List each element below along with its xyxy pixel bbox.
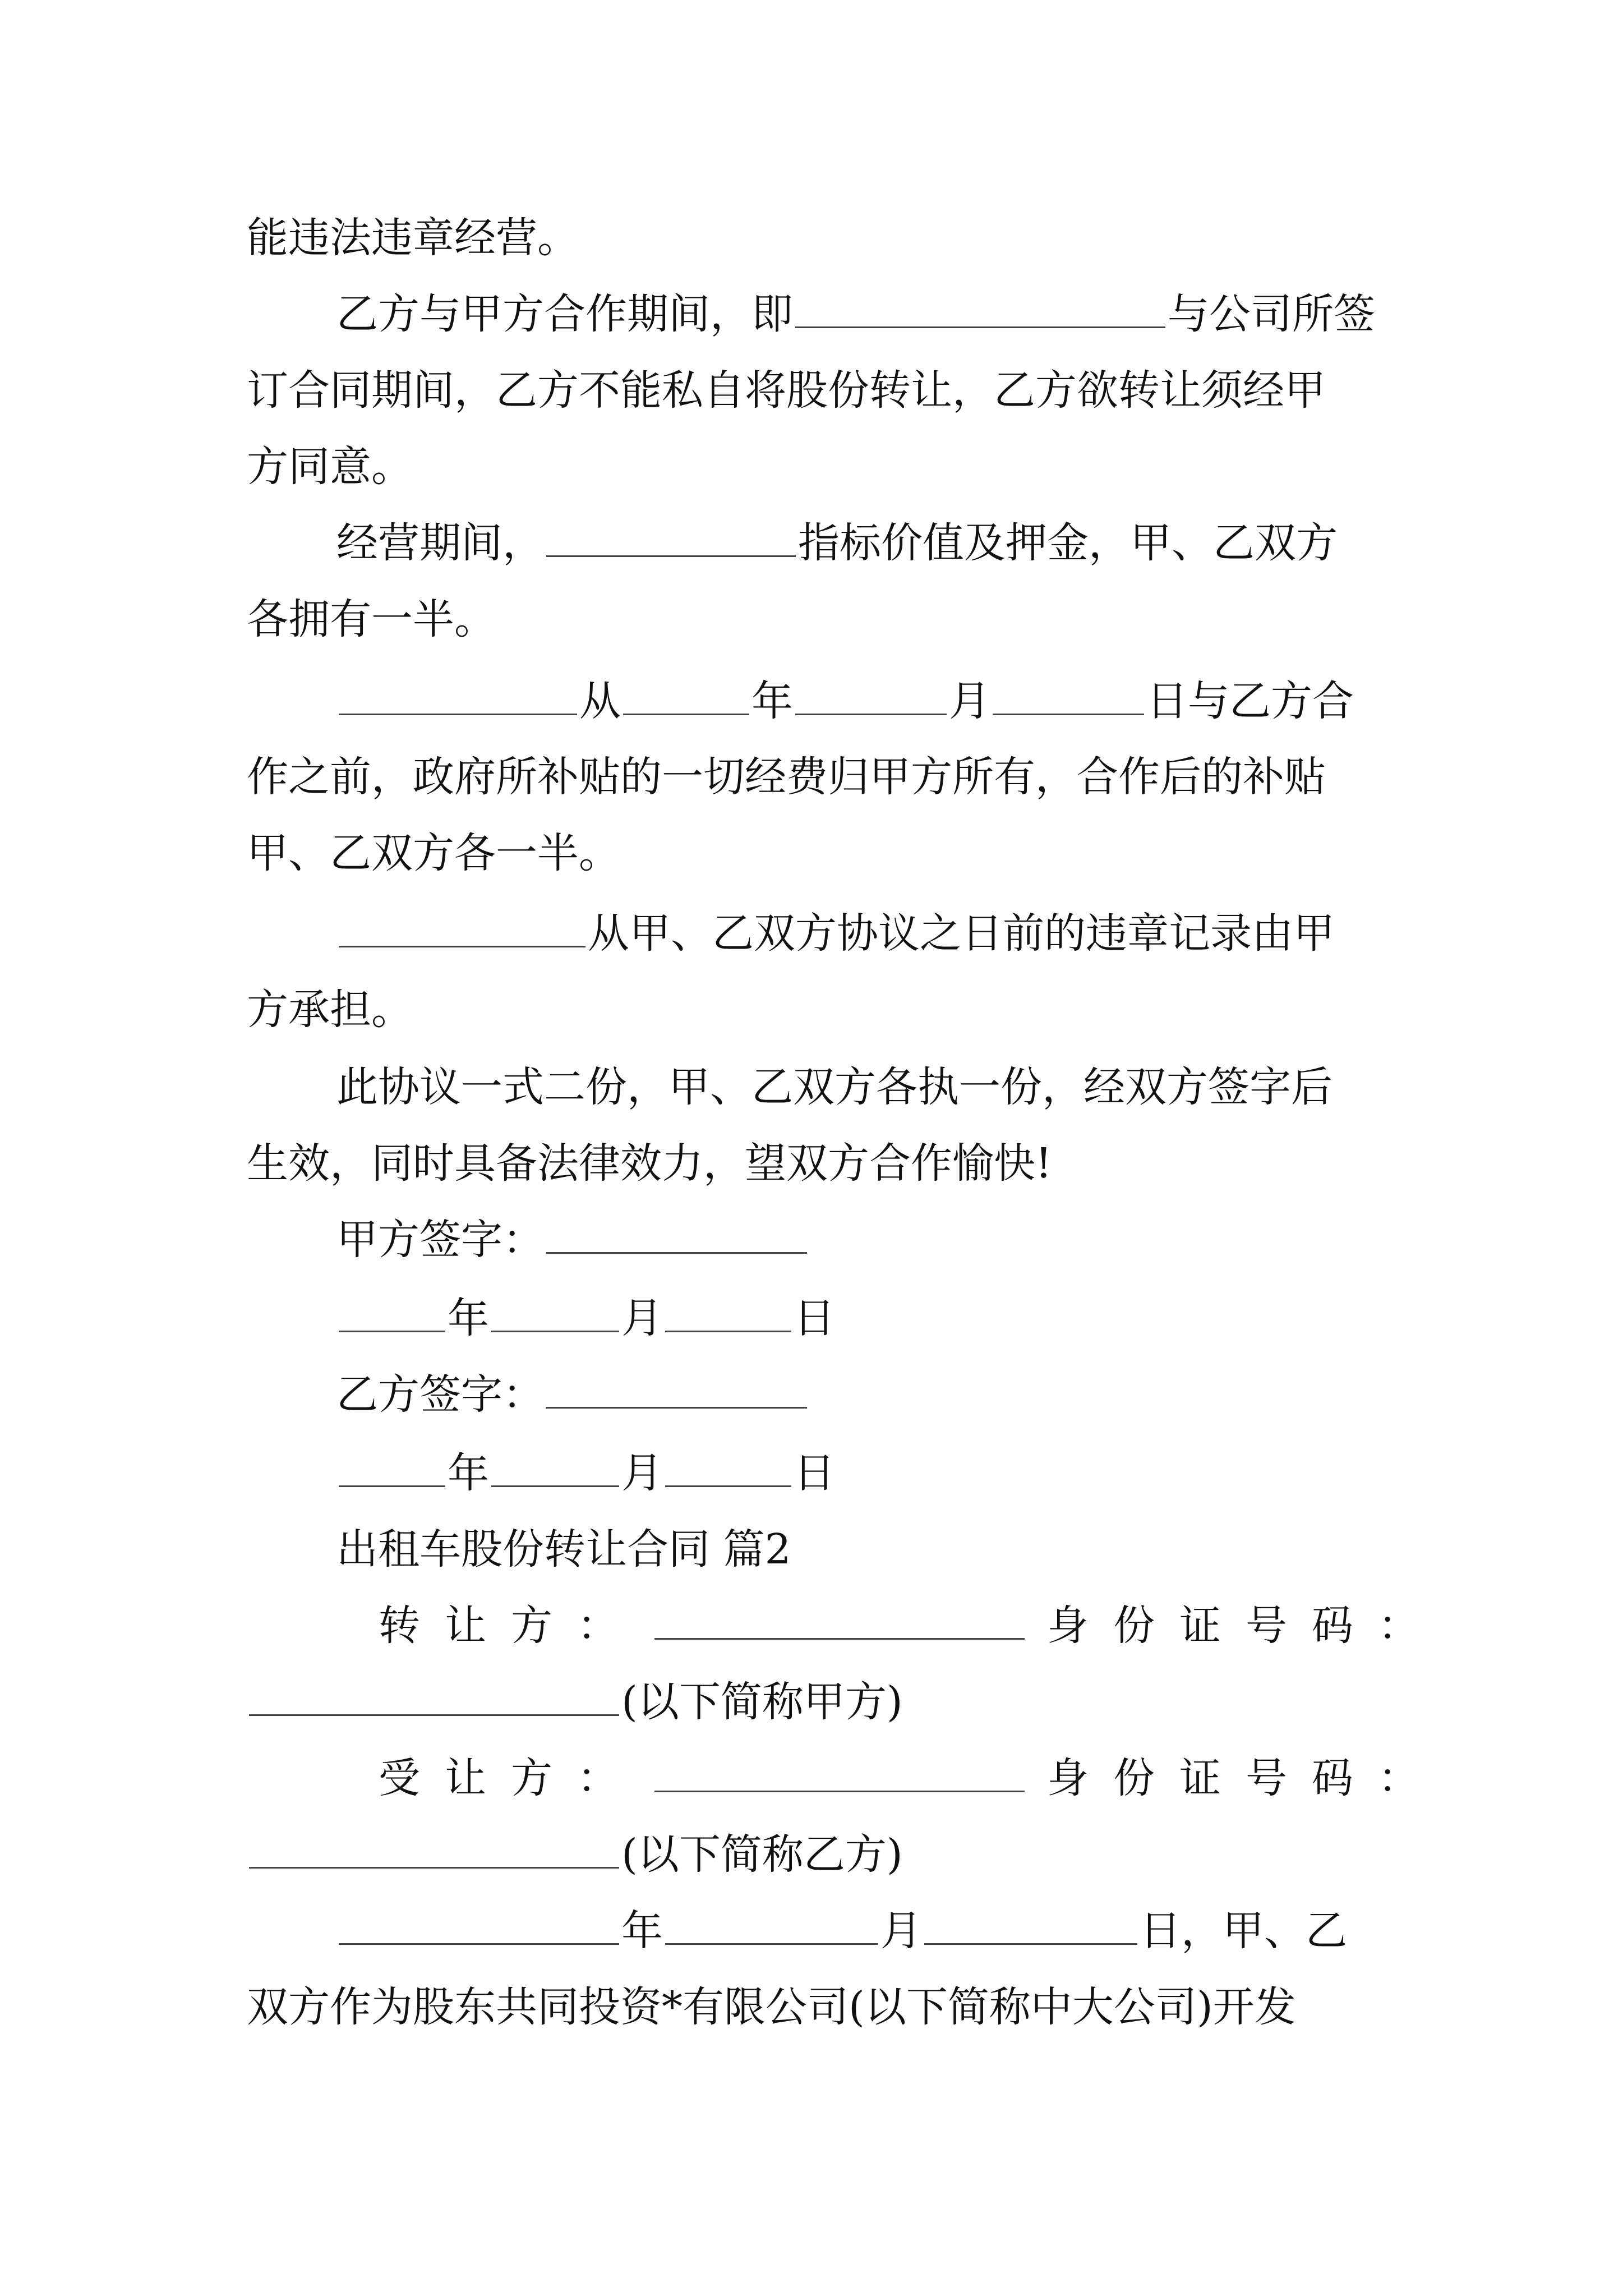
fill-in-blank[interactable] [339, 1908, 619, 1945]
signature-blank[interactable] [546, 1372, 807, 1409]
paragraph-line-3 [247, 357, 1326, 424]
text: 月 [880, 1907, 922, 1955]
text: 乙方与甲方合作期间，即 [336, 290, 793, 338]
paragraph-line-11 [247, 976, 413, 1043]
text: 能违法违章经营。 [247, 214, 579, 262]
fill-in-blank[interactable] [249, 1680, 619, 1716]
paragraph-line-10 [336, 900, 1335, 967]
paragraph-line-8 [247, 743, 1326, 811]
fill-in-blank[interactable] [993, 679, 1144, 715]
fill-in-blank[interactable] [546, 521, 796, 557]
transferee-id-line [247, 1821, 903, 1888]
paragraph-line-23 [336, 1897, 1347, 1964]
text: 月 [949, 677, 990, 725]
fill-in-blank[interactable] [491, 1451, 619, 1487]
transferee-line [379, 1745, 1444, 1812]
paragraph-line-1 [247, 204, 579, 272]
text: 方承担。 [247, 986, 413, 1034]
fill-in-blank[interactable] [654, 1603, 1025, 1640]
text: 双方作为股东共同投资*有限公司(以下简称中大公司)开发 [247, 1983, 1296, 2031]
text: 日与乙方合 [1146, 677, 1354, 725]
fill-in-blank[interactable] [665, 1296, 791, 1332]
text: 方同意。 [247, 443, 413, 491]
paragraph-line-5 [336, 509, 1338, 577]
paragraph-line-6 [247, 586, 496, 653]
fill-in-blank[interactable] [491, 1296, 619, 1332]
transferor-line [379, 1592, 1444, 1659]
text: 此协议一式二份，甲、乙双方各执一份，经双方签字后 [336, 1063, 1332, 1111]
fill-in-blank[interactable] [654, 1756, 1025, 1792]
text: 年 [448, 1449, 489, 1497]
text: 身份证号码： [1047, 1754, 1444, 1802]
fill-in-blank[interactable] [795, 292, 1165, 328]
text: 年 [751, 677, 793, 725]
section-heading [336, 1516, 791, 1583]
signature-blank[interactable] [546, 1217, 807, 1254]
fill-in-blank[interactable] [795, 679, 947, 715]
fill-in-blank[interactable] [665, 1451, 791, 1487]
fill-in-blank[interactable] [339, 1451, 445, 1487]
text: 各拥有一半。 [247, 595, 496, 643]
text: 从 [579, 677, 621, 725]
paragraph-line-9 [247, 820, 620, 887]
text: 订合同期间，乙方不能私自将股份转让，乙方欲转让须经甲 [247, 366, 1326, 415]
text: 指标价值及押金，甲、乙双方 [798, 519, 1338, 567]
text: 日 [794, 1294, 835, 1342]
text: 与公司所签 [1168, 290, 1375, 338]
text: 年 [621, 1907, 663, 1955]
signature-line-party-b [336, 1361, 809, 1428]
fill-in-blank[interactable] [339, 911, 585, 947]
text: (以下简称甲方) [621, 1678, 903, 1726]
text: 乙方签字： [336, 1370, 544, 1419]
date-line-party-a [336, 1285, 835, 1352]
text: 作之前，政府所补贴的一切经费归甲方所有，合作后的补贴 [247, 753, 1326, 801]
text: 日，甲、乙 [1140, 1907, 1347, 1955]
text: 从甲、乙双方协议之日前的违章记录由甲 [588, 909, 1335, 958]
text: 生效，同时具备法律效力，望双方合作愉快! [247, 1139, 1052, 1188]
transferor-id-line [247, 1668, 903, 1736]
text: 甲方签字： [336, 1216, 544, 1264]
fill-in-blank[interactable] [249, 1832, 619, 1869]
paragraph-line-24 [247, 1973, 1296, 2041]
paragraph-line-12 [336, 1053, 1332, 1121]
fill-in-blank[interactable] [623, 679, 749, 715]
text: 出租车股份转让合同 篇2 [336, 1525, 791, 1573]
text: 日 [794, 1449, 835, 1497]
signature-line-party-a [336, 1206, 809, 1273]
paragraph-line-7 [336, 668, 1354, 735]
fill-in-blank[interactable] [339, 1296, 445, 1332]
paragraph-line-2 [336, 280, 1375, 348]
text: (以下简称乙方) [621, 1830, 903, 1879]
text: 月 [621, 1449, 663, 1497]
fill-in-blank[interactable] [665, 1908, 878, 1945]
date-line-party-b [336, 1439, 835, 1507]
paragraph-line-13 [247, 1130, 1052, 1197]
text: 受让方： [379, 1754, 643, 1802]
text: 身份证号码： [1047, 1602, 1444, 1650]
fill-in-blank[interactable] [339, 679, 577, 715]
text: 甲、乙双方各一半。 [247, 829, 620, 877]
text: 转让方： [379, 1602, 643, 1650]
paragraph-line-4 [247, 433, 413, 500]
text: 经营期间， [336, 519, 544, 567]
fill-in-blank[interactable] [924, 1908, 1137, 1945]
text: 年 [448, 1294, 489, 1342]
text: 月 [621, 1294, 663, 1342]
